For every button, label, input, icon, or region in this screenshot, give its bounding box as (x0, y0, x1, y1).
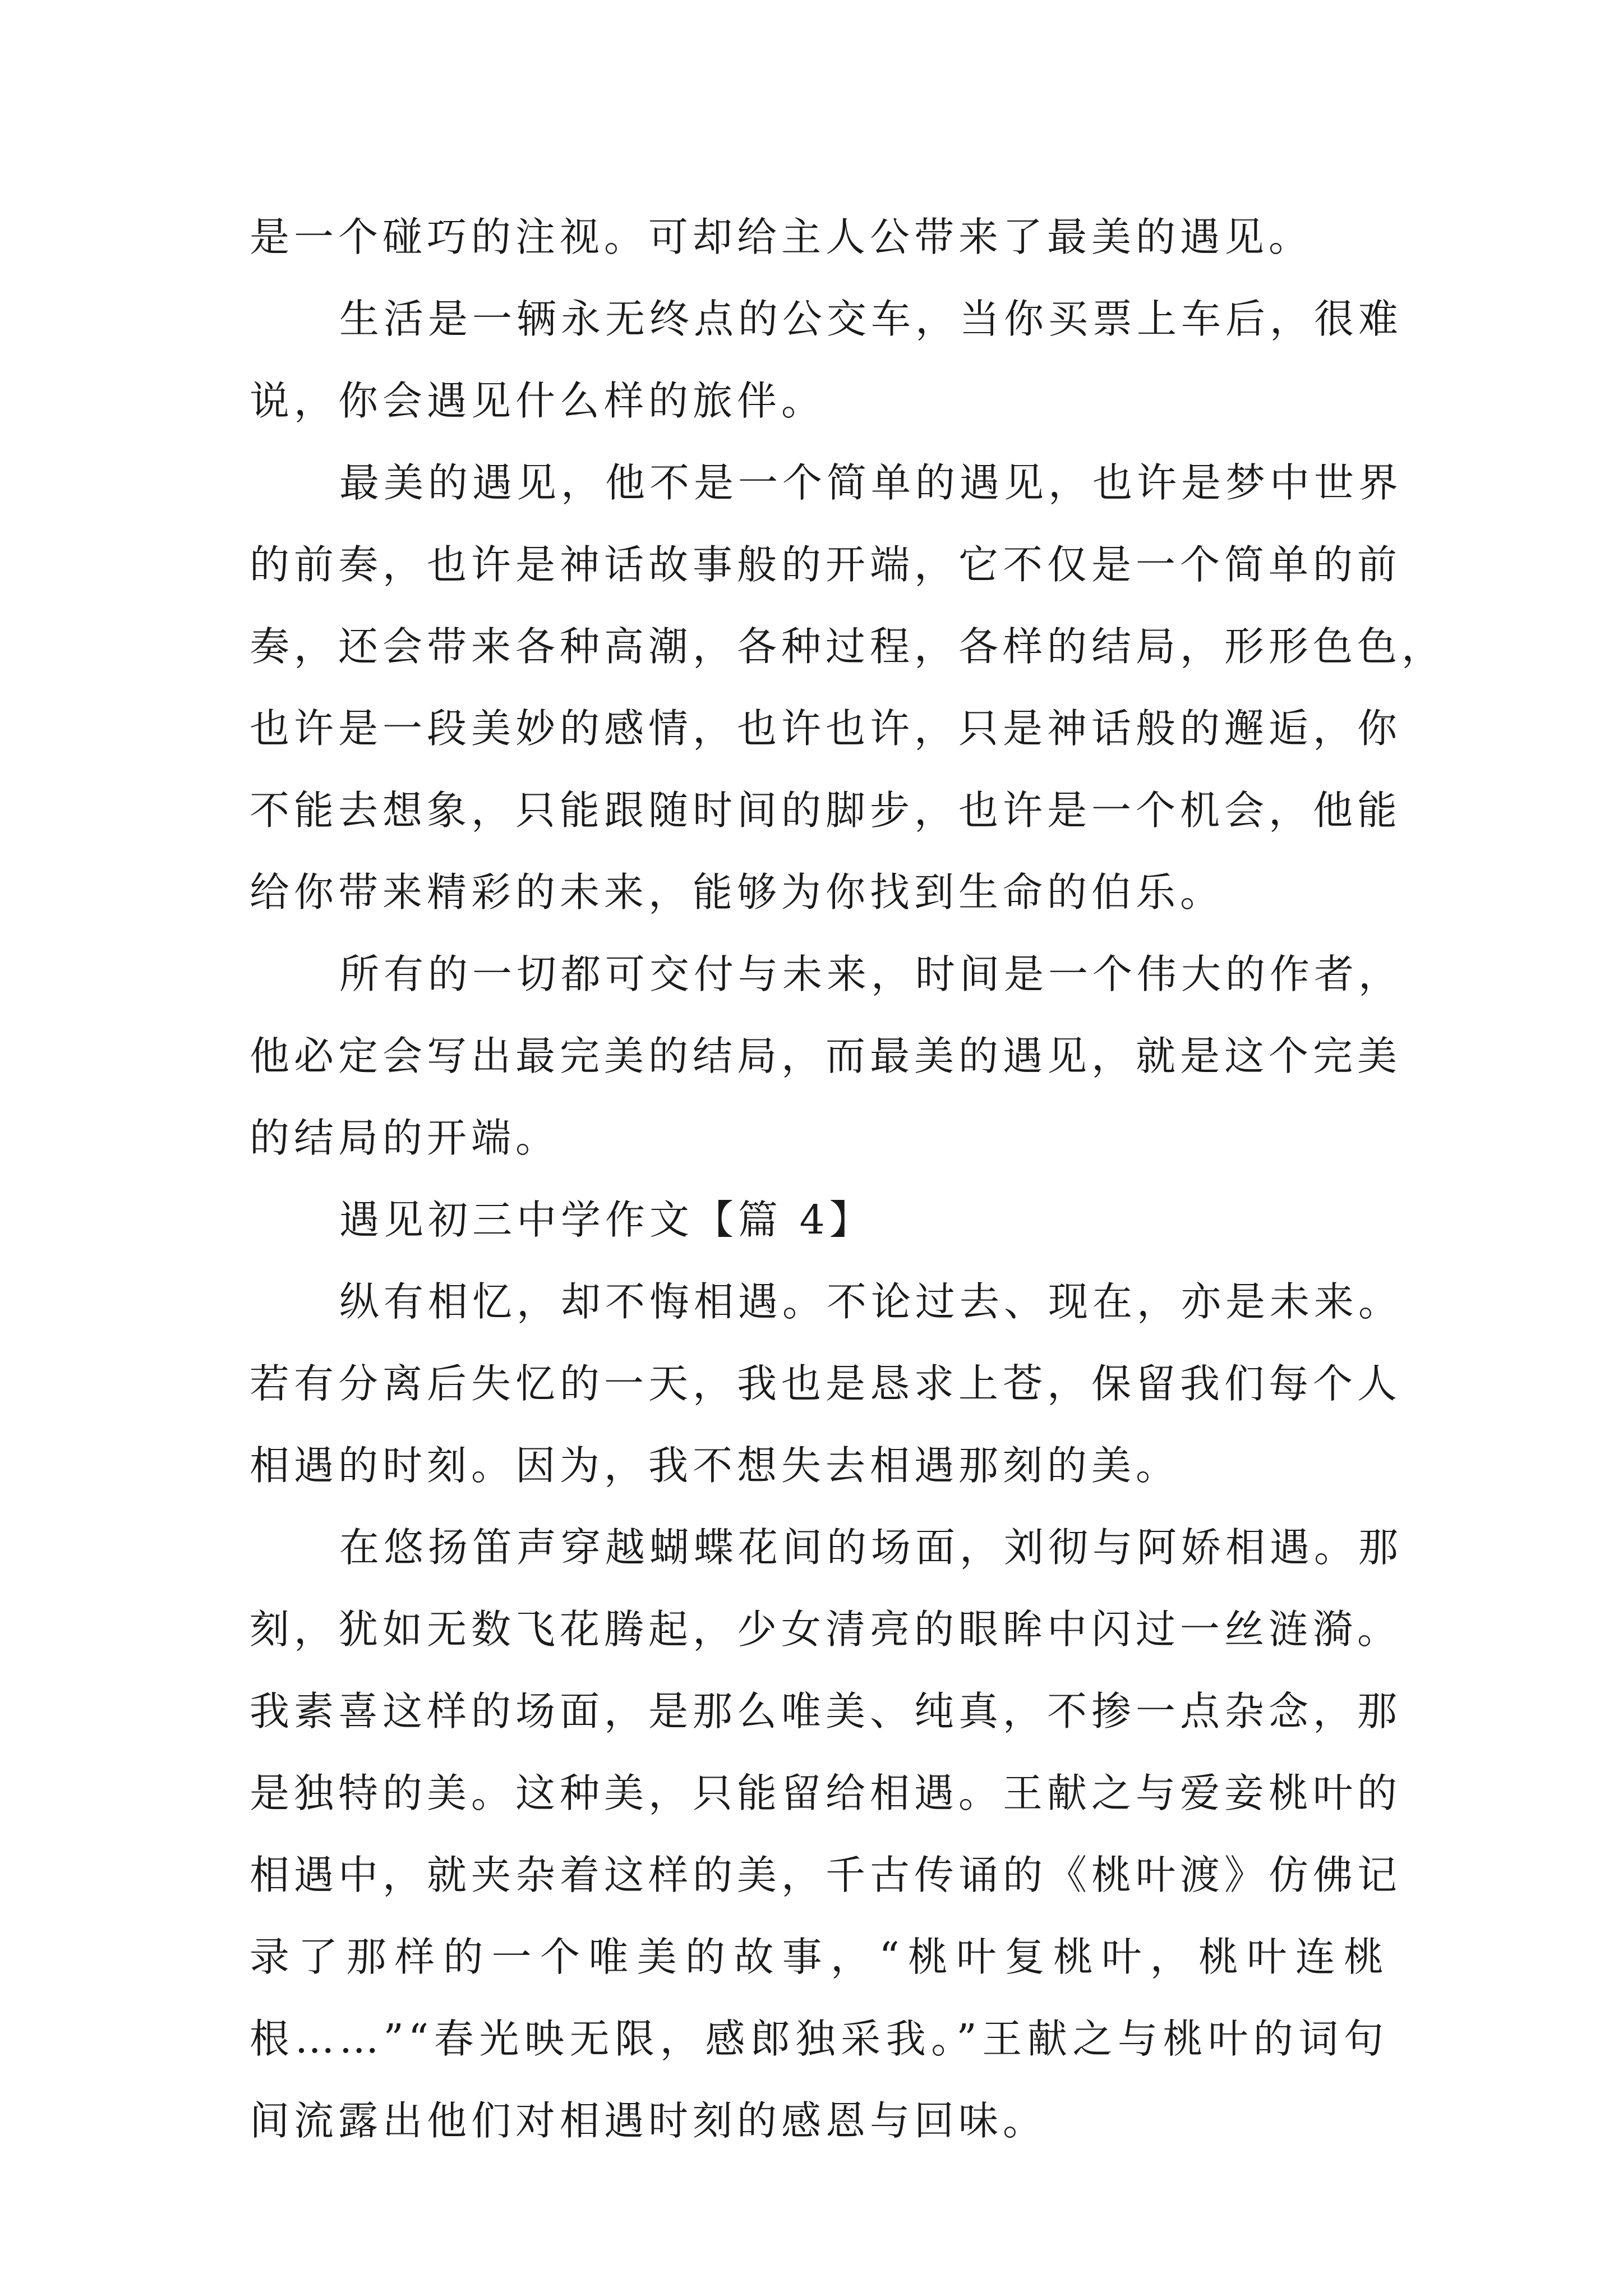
text-line: 奏，还会带来各种高潮，各种过程，各样的结局，形形色色， (250, 623, 1446, 670)
text-line: 他必定会写出最完美的结局，而最美的遇见，就是这个完美 (250, 1033, 1402, 1079)
text-line: 不能去想象，只能跟随时间的脚步，也许是一个机会，他能 (250, 787, 1402, 834)
text-line: 相遇的时刻。因为，我不想失去相遇那刻的美。 (250, 1442, 1181, 1489)
text-line: 生活是一辆永无终点的公交车，当你买票上车后，很难 (339, 296, 1403, 342)
text-line: 我素喜这样的场面，是那么唯美、纯真，不掺一点杂念，那 (250, 1688, 1402, 1734)
text-line: 录了那样的一个唯美的故事，“桃叶复桃叶，桃叶连桃 (250, 1934, 1388, 1980)
text-line: 的前奏，也许是神话故事般的开端，它不仅是一个简单的前 (250, 541, 1402, 588)
text-line: 是一个碰巧的注视。可却给主人公带来了最美的遇见。 (250, 214, 1313, 260)
text-line: 遇见初三中学作文【篇 4】 (339, 1197, 874, 1243)
document-body (250, 196, 1446, 2162)
text-line: 相遇中，就夹杂着这样的美，千古传诵的《桃叶渡》仿佛记 (250, 1852, 1402, 1898)
text-line: 在悠扬笛声穿越蝴蝶花间的场面，刘彻与阿娇相遇。那 (339, 1524, 1403, 1571)
text-line: 间流露出他们对相遇时刻的感恩与回味。 (250, 2097, 1048, 2144)
text-line: 说，你会遇见什么样的旅伴。 (250, 378, 826, 424)
text-line: 给你带来精彩的未来，能够为你找到生命的伯乐。 (250, 869, 1225, 915)
text-line: 若有分离后失忆的一天，我也是恳求上苍，保留我们每个人 (250, 1360, 1402, 1407)
text-line: 的结局的开端。 (250, 1115, 560, 1161)
text-line: 是独特的美。这种美，只能留给相遇。王献之与爱妾桃叶的 (250, 1770, 1402, 1816)
text-line: 也许是一段美妙的感情，也许也许，只是神话般的邂逅，你 (250, 705, 1402, 752)
text-line: 所有的一切都可交付与未来，时间是一个伟大的作者， (339, 951, 1403, 997)
text-line: 根……”“春光映无限，感郎独采我。”王献之与桃叶的词句 (250, 2016, 1388, 2062)
text-line: 纵有相忆，却不悔相遇。不论过去、现在，亦是未来。 (339, 1278, 1403, 1325)
text-line: 最美的遇见，他不是一个简单的遇见，也许是梦中世界 (339, 459, 1403, 506)
text-line: 刻，犹如无数飞花腾起，少女清亮的眼眸中闪过一丝涟漪。 (250, 1606, 1402, 1653)
